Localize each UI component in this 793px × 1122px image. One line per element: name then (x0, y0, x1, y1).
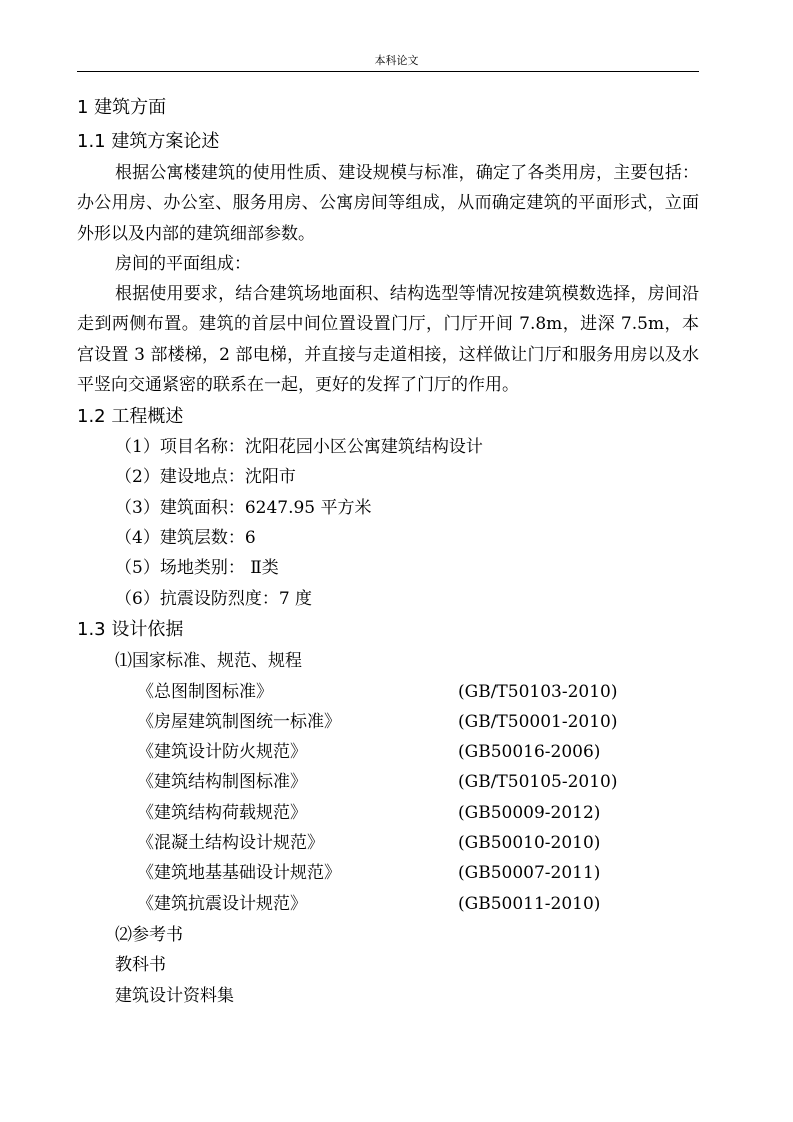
overview-item: （1）项目名称：沈阳花园小区公寓建筑结构设计 (115, 437, 483, 457)
standard-code: (GB/T50105-2010) (458, 772, 618, 792)
overview-item: （3）建筑面积：6247.95 平方米 (115, 498, 372, 518)
standard-code: (GB/T50001-2010) (458, 712, 618, 732)
standard-title: 《建筑抗震设计规范》 (137, 894, 307, 914)
standard-code: (GB50016-2006) (458, 742, 601, 762)
standard-title: 《建筑结构制图标准》 (137, 772, 307, 792)
standard-code: (GB50010-2010) (458, 833, 601, 853)
standard-title: 《总图制图标准》 (137, 682, 273, 702)
overview-item: （6）抗震设防烈度：7 度 (115, 589, 313, 609)
overview-item: （5）场地类别： Ⅱ类 (115, 558, 279, 578)
overview-item: （4）建筑层数：6 (115, 528, 256, 548)
reference-item: 教科书 (115, 955, 166, 975)
standard-code: (GB50007-2011) (458, 863, 601, 883)
paragraph-scheme-intro: 根据公寓楼建筑的使用性质、建设规模与标准，确定了各类用房，主要包括：办公用房、办公室、服务用房、公寓房间等组成，从而确定建筑的平面形式，立面外形以及内部的建筑细部参数。 (77, 163, 699, 244)
standard-title: 《建筑设计防火规范》 (137, 742, 307, 762)
section-1-3-heading: 1.3 设计依据 (77, 619, 184, 640)
standard-title: 《混凝土结构设计规范》 (137, 833, 324, 853)
overview-item: （2）建设地点：沈阳市 (115, 467, 296, 487)
page-header: 本科论文 (374, 54, 419, 67)
standard-code: (GB50011-2010) (458, 894, 601, 914)
standard-title: 《建筑结构荷载规范》 (137, 803, 307, 823)
section-1-2-heading: 1.2 工程概述 (77, 406, 184, 427)
paragraph-room-layout: 根据使用要求，结合建筑场地面积、结构选型等情况按建筑模数选择，房间沿走到两侧布置。建筑的首层中间位置设置门厅，门厅开间 7.8m，进深 7.5m，本宫设置 3 部楼梯，2 部电梯，并直接与走道相接，这样做让门厅和服务用房以及水平竖向交通紧密的联系在一起，更好的发挥了门厅的作用。 (77, 284, 699, 396)
standard-title: 《建筑地基基础设计规范》 (137, 863, 341, 883)
reference-item: 建筑设计资料集 (115, 986, 234, 1006)
standard-title: 《房屋建筑制图统一标准》 (137, 712, 341, 732)
paragraph-room-layout-label: 房间的平面组成： (115, 254, 251, 274)
section-1-1-heading: 1.1 建筑方案论述 (77, 131, 220, 152)
header-rule (77, 71, 699, 72)
standard-code: (GB50009-2012) (458, 803, 601, 823)
standards-subheading: ⑴国家标准、规范、规程 (115, 651, 302, 671)
references-subheading: ⑵参考书 (115, 925, 183, 945)
standard-code: (GB/T50103-2010) (458, 682, 618, 702)
section-1-heading: 1 建筑方面 (77, 97, 167, 118)
